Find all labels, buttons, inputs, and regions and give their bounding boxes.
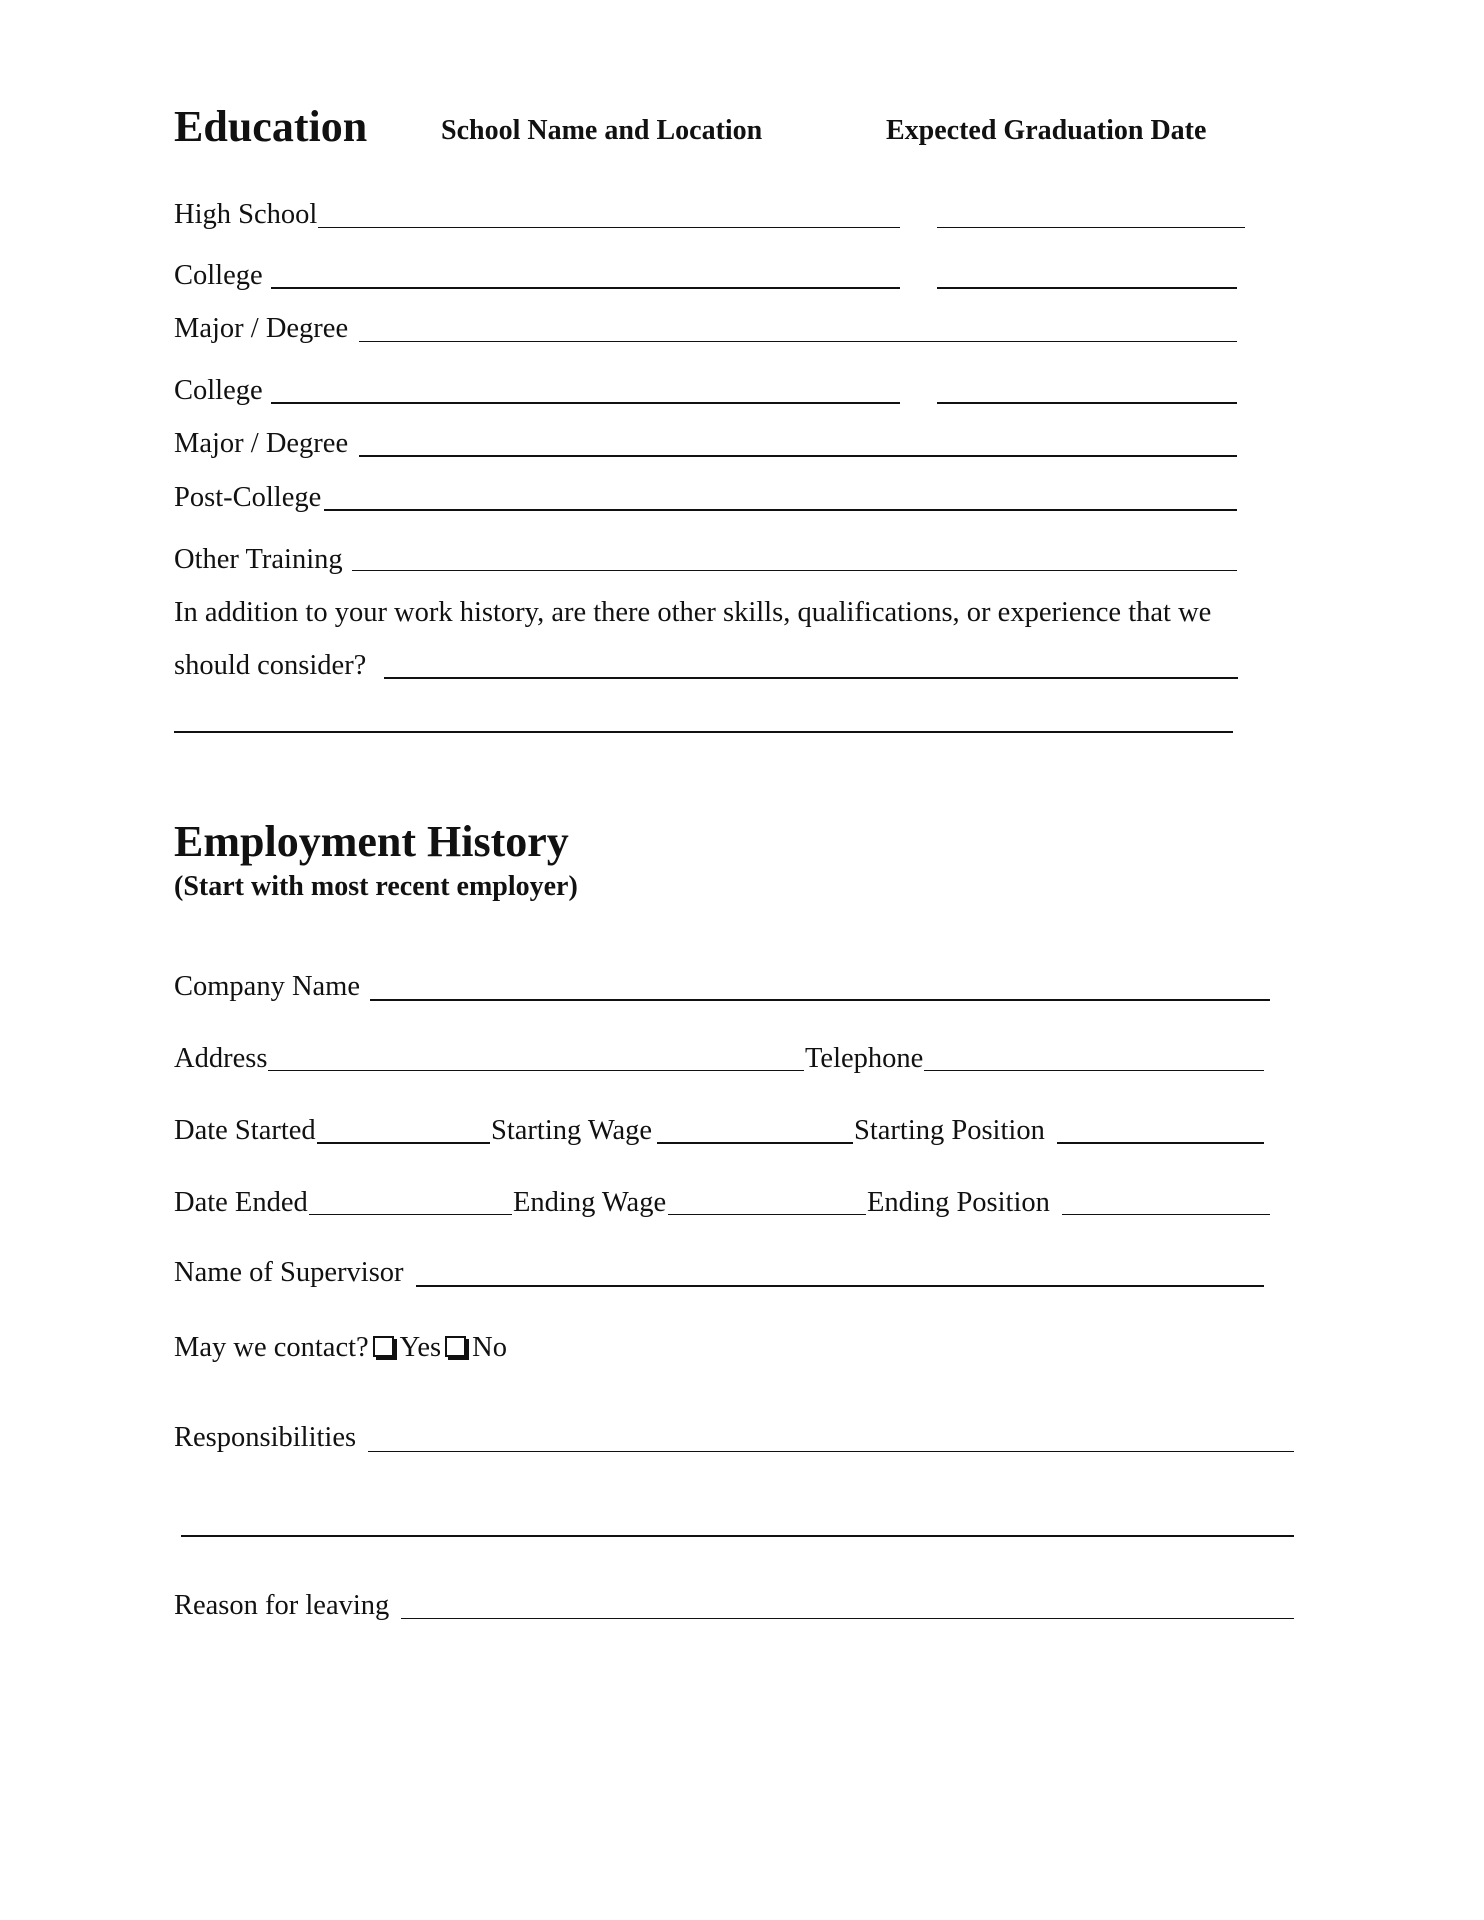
- major-degree-2-field[interactable]: [359, 455, 1237, 457]
- post-college-label: Post-College: [174, 482, 322, 513]
- contact-row: [174, 1334, 507, 1363]
- reason-for-leaving-field[interactable]: [401, 1618, 1294, 1619]
- other-training-field[interactable]: [352, 570, 1237, 571]
- responsibilities-field-1[interactable]: [368, 1451, 1294, 1452]
- college-2-graduation-field[interactable]: [937, 402, 1237, 404]
- contact-question: May we contact?: [174, 1332, 369, 1363]
- college-1-name-field[interactable]: [271, 287, 900, 289]
- starting-wage-field[interactable]: [657, 1142, 853, 1144]
- responsibilities-label: Responsibilities: [174, 1422, 357, 1453]
- company-name-label: Company Name: [174, 971, 361, 1002]
- starting-position-label: Starting Position: [854, 1115, 1045, 1146]
- date-started-field[interactable]: [317, 1142, 490, 1144]
- reason-for-leaving-label: Reason for leaving: [174, 1590, 390, 1621]
- school-name-column-header: School Name and Location: [441, 115, 763, 146]
- additional-skills-field-1[interactable]: [384, 677, 1238, 679]
- contact-yes-checkbox[interactable]: [373, 1336, 394, 1357]
- other-training-label: Other Training: [174, 544, 343, 575]
- college-2-label: College: [174, 375, 263, 406]
- high-school-graduation-field[interactable]: [937, 227, 1245, 228]
- telephone-field[interactable]: [924, 1070, 1264, 1071]
- graduation-date-column-header: Expected Graduation Date: [886, 115, 1207, 146]
- supervisor-field[interactable]: [416, 1285, 1264, 1287]
- address-field[interactable]: [268, 1070, 804, 1071]
- date-ended-label: Date Ended: [174, 1187, 308, 1218]
- ending-position-label: Ending Position: [867, 1187, 1050, 1218]
- starting-position-field[interactable]: [1057, 1142, 1264, 1144]
- ending-wage-field[interactable]: [668, 1214, 866, 1215]
- address-label: Address: [174, 1043, 268, 1074]
- education-heading: Education: [174, 102, 368, 151]
- ending-position-field[interactable]: [1062, 1214, 1270, 1215]
- major-degree-1-field[interactable]: [359, 341, 1237, 342]
- college-1-graduation-field[interactable]: [937, 287, 1237, 289]
- contact-no-label: No: [472, 1332, 507, 1363]
- starting-wage-label: Starting Wage: [491, 1115, 653, 1146]
- telephone-label: Telephone: [805, 1043, 924, 1074]
- post-college-field[interactable]: [324, 509, 1237, 511]
- responsibilities-field-2[interactable]: [181, 1535, 1294, 1537]
- additional-skills-question-cont: should consider?: [174, 650, 367, 681]
- college-2-name-field[interactable]: [271, 402, 900, 404]
- contact-no-checkbox[interactable]: [445, 1336, 466, 1357]
- employment-history-heading: Employment History: [174, 817, 569, 866]
- company-name-field[interactable]: [370, 999, 1270, 1001]
- employment-history-subtitle: (Start with most recent employer): [174, 871, 578, 902]
- date-started-label: Date Started: [174, 1115, 316, 1146]
- major-degree-1-label: Major / Degree: [174, 313, 349, 344]
- major-degree-2-label: Major / Degree: [174, 428, 349, 459]
- contact-yes-label: Yes: [399, 1332, 442, 1363]
- college-1-label: College: [174, 260, 263, 291]
- high-school-name-field[interactable]: [318, 227, 900, 228]
- additional-skills-question: In addition to your work history, are there other skills, qualifications, or experience that we: [174, 597, 1212, 628]
- date-ended-field[interactable]: [309, 1214, 512, 1215]
- additional-skills-field-2[interactable]: [174, 731, 1233, 733]
- supervisor-label: Name of Supervisor: [174, 1257, 404, 1288]
- ending-wage-label: Ending Wage: [513, 1187, 667, 1218]
- high-school-label: High School: [174, 199, 318, 230]
